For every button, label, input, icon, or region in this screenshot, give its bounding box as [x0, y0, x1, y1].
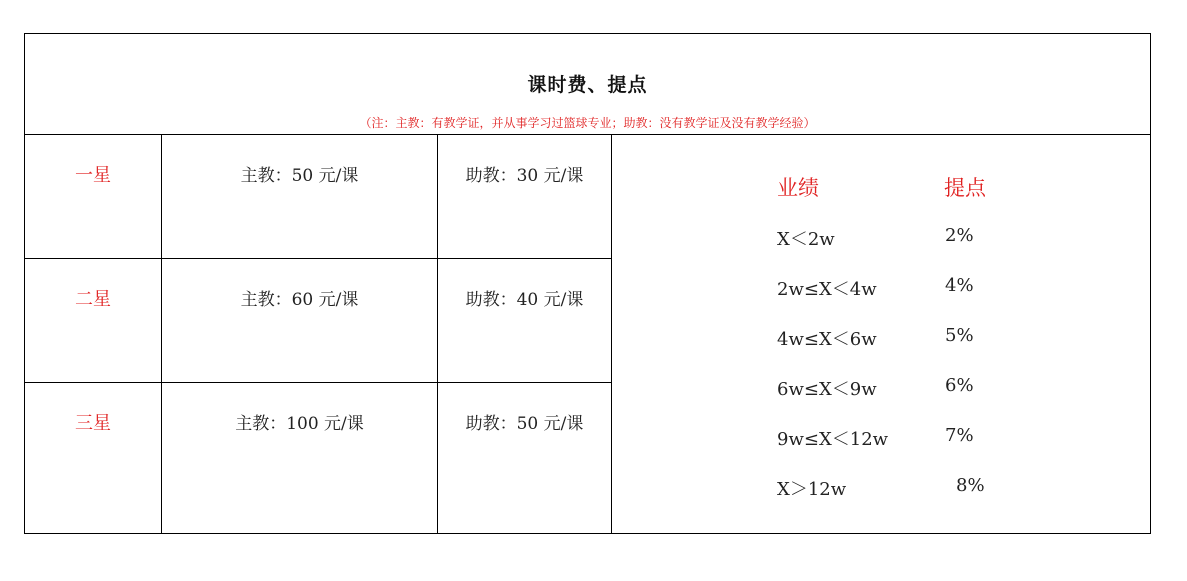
- commission-rate-header: 提点: [944, 176, 986, 200]
- commission-rate: 5%: [945, 325, 974, 346]
- commission-range: X＞12w: [777, 479, 847, 500]
- assistant-fee-one-star: 助教：30 元/课: [465, 166, 584, 186]
- row-divider-2: [25, 382, 612, 383]
- level-three-star: 三星: [75, 413, 111, 434]
- head-coach-fee-two-star: 主教：60 元/课: [240, 290, 359, 310]
- level-two-star: 二星: [75, 289, 111, 310]
- assistant-fee-two-star: 助教：40 元/课: [465, 290, 584, 310]
- commission-rate: 4%: [945, 275, 974, 296]
- page-title: 课时费、提点: [527, 74, 648, 96]
- fee-commission-table: [24, 33, 1151, 534]
- commission-rate: 8%: [956, 475, 985, 496]
- commission-rate: 2%: [945, 225, 974, 246]
- table-header: [25, 34, 1150, 135]
- column-divider-1: [161, 134, 162, 533]
- head-coach-fee-one-star: 主教：50 元/课: [240, 166, 359, 186]
- commission-rate: 6%: [945, 375, 974, 396]
- column-divider-3: [611, 134, 612, 533]
- head-coach-fee-three-star: 主教：100 元/课: [235, 414, 364, 434]
- column-divider-2: [437, 134, 438, 533]
- assistant-fee-three-star: 助教：50 元/课: [465, 414, 584, 434]
- level-one-star: 一星: [75, 165, 111, 186]
- commission-range: 6w≤X＜9w: [777, 379, 877, 400]
- commission-range: 4w≤X＜6w: [777, 329, 877, 350]
- row-divider-1: [25, 258, 612, 259]
- coach-definition-note: （注：主教：有教学证，并从事学习过篮球专业；助教：没有教学证及没有教学经验）: [359, 116, 816, 130]
- commission-rate: 7%: [945, 425, 974, 446]
- commission-performance-header: 业绩: [777, 176, 819, 200]
- commission-range: 9w≤X＜12w: [777, 429, 889, 450]
- commission-range: X＜2w: [777, 229, 835, 250]
- commission-range: 2w≤X＜4w: [777, 279, 877, 300]
